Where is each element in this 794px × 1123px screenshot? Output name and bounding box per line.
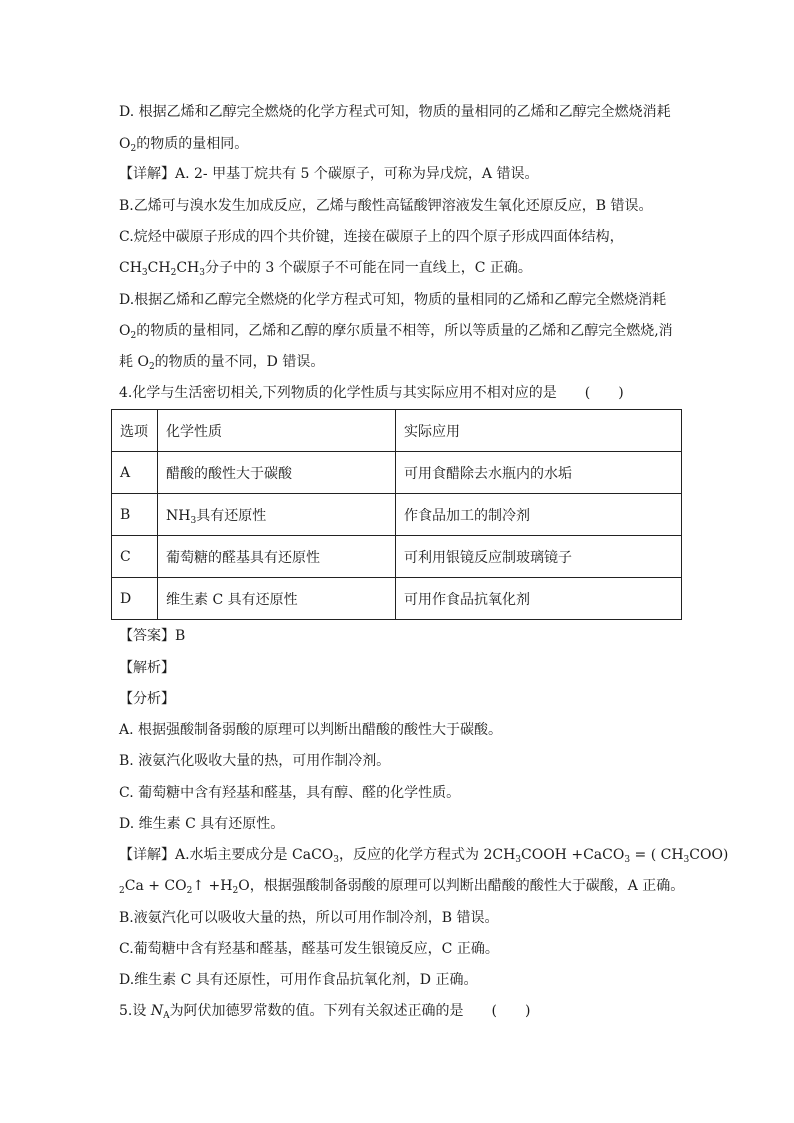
text-line: C.葡萄糖中含有羟基和醛基，醛基可发生银镜反应，C 正确。 <box>119 941 499 957</box>
text-line: C.烷烃中碳原子形成的四个共价键，连接在碳原子上的四个原子形成四面体结构， <box>119 229 624 245</box>
text-line: D.根据乙烯和乙醇完全燃烧的化学方程式可知，物质的量相同的乙烯和乙醇完全燃烧消耗 <box>119 292 667 308</box>
table-cell: $NH_3$具有还原性 <box>158 494 396 536</box>
table-row <box>112 578 682 620</box>
table-row <box>112 536 682 578</box>
table-cell: 维生素 C 具有还原性 <box>158 578 396 620</box>
table-row <box>112 452 682 494</box>
table-cell: 可用食醋除去水瓶内的水垢 <box>396 452 682 494</box>
table-cell: 作食品加工的制冷剂 <box>396 494 682 536</box>
text-line: $_2Ca + CO_2↑ +H_2O$，根据强酸制备弱酸的原理可以判断出醋酸的酸性大于碳酸，A 正确。 <box>119 878 685 896</box>
text-line: A. 根据强酸制备弱酸的原理可以判断出醋酸的酸性大于碳酸。 <box>119 722 503 738</box>
text-line: 【详解】A.水垢主要成分是 CaCO$_3$，反应的化学方程式为 $2CH_3COOH$ +CaCO$_3$ = ( $CH_3COO$) <box>119 847 729 865</box>
table-cell: C <box>112 536 158 578</box>
table-cell: B <box>112 494 158 536</box>
text-line: B.液氨汽化可以吸收大量的热，所以可用作制冷剂，B 错误。 <box>119 910 499 926</box>
table-cell: 葡萄糖的醛基具有还原性 <box>158 536 396 578</box>
question-5: 5.设 $N_A$为阿伏加德罗常数的值。下列有关叙述正确的是 ( ) <box>119 1003 531 1021</box>
text-line: D. 维生素 C 具有还原性。 <box>119 816 285 832</box>
text-line: B.乙烯可与溴水发生加成反应，乙烯与酸性高锰酸钾溶液发生氧化还原反应，B 错误。 <box>119 198 653 214</box>
table-header-cell: 选项 <box>112 410 158 452</box>
text-line: $O_2$的物质的量相同，乙烯和乙醇的摩尔质量不相等，所以等质量的乙烯和乙醇完全燃烧,消 <box>119 323 673 341</box>
table-row <box>112 494 682 536</box>
text-line: C. 葡萄糖中含有羟基和醛基，具有醇、醛的化学性质。 <box>119 785 461 801</box>
table-cell: A <box>112 452 158 494</box>
text-line: D. 根据乙烯和乙醇完全燃烧的化学方程式可知，物质的量相同的乙烯和乙醇完全燃烧消耗 <box>119 104 671 120</box>
fenxi-label: 【分析】 <box>119 691 175 707</box>
text-line: D.维生素 C 具有还原性，可用作食品抗氧化剂，D 正确。 <box>119 972 478 988</box>
table-header-cell: 化学性质 <box>158 410 396 452</box>
text-line: $O_2$的物质的量相同。 <box>119 136 249 154</box>
table-cell: 可利用银镜反应制玻璃镜子 <box>396 536 682 578</box>
table-cell: D <box>112 578 158 620</box>
text-line: B. 液氨汽化吸收大量的热，可用作制冷剂。 <box>119 753 391 769</box>
text-line: 【详解】A. 2- 甲基丁烷共有 5 个碳原子，可称为异戊烷，A 错误。 <box>119 166 539 182</box>
analysis-label: 【解析】 <box>119 660 175 676</box>
question-4: 4.化学与生活密切相关,下列物质的化学性质与其实际应用不相对应的是 ( ) <box>119 385 624 401</box>
table-cell: 可用作食品抗氧化剂 <box>396 578 682 620</box>
table-header-cell: 实际应用 <box>396 410 682 452</box>
text-line: 耗 $O_2$的物质的量不同，D 错误。 <box>119 354 325 372</box>
options-table <box>111 409 682 620</box>
table-cell: 醋酸的酸性大于碳酸 <box>158 452 396 494</box>
answer-label: 【答案】B <box>119 628 186 644</box>
text-line: $CH_3CH_2CH_3$分子中的 3 个碳原子不可能在同一直线上，C 正确。 <box>119 260 532 278</box>
table-header-row <box>112 410 682 452</box>
